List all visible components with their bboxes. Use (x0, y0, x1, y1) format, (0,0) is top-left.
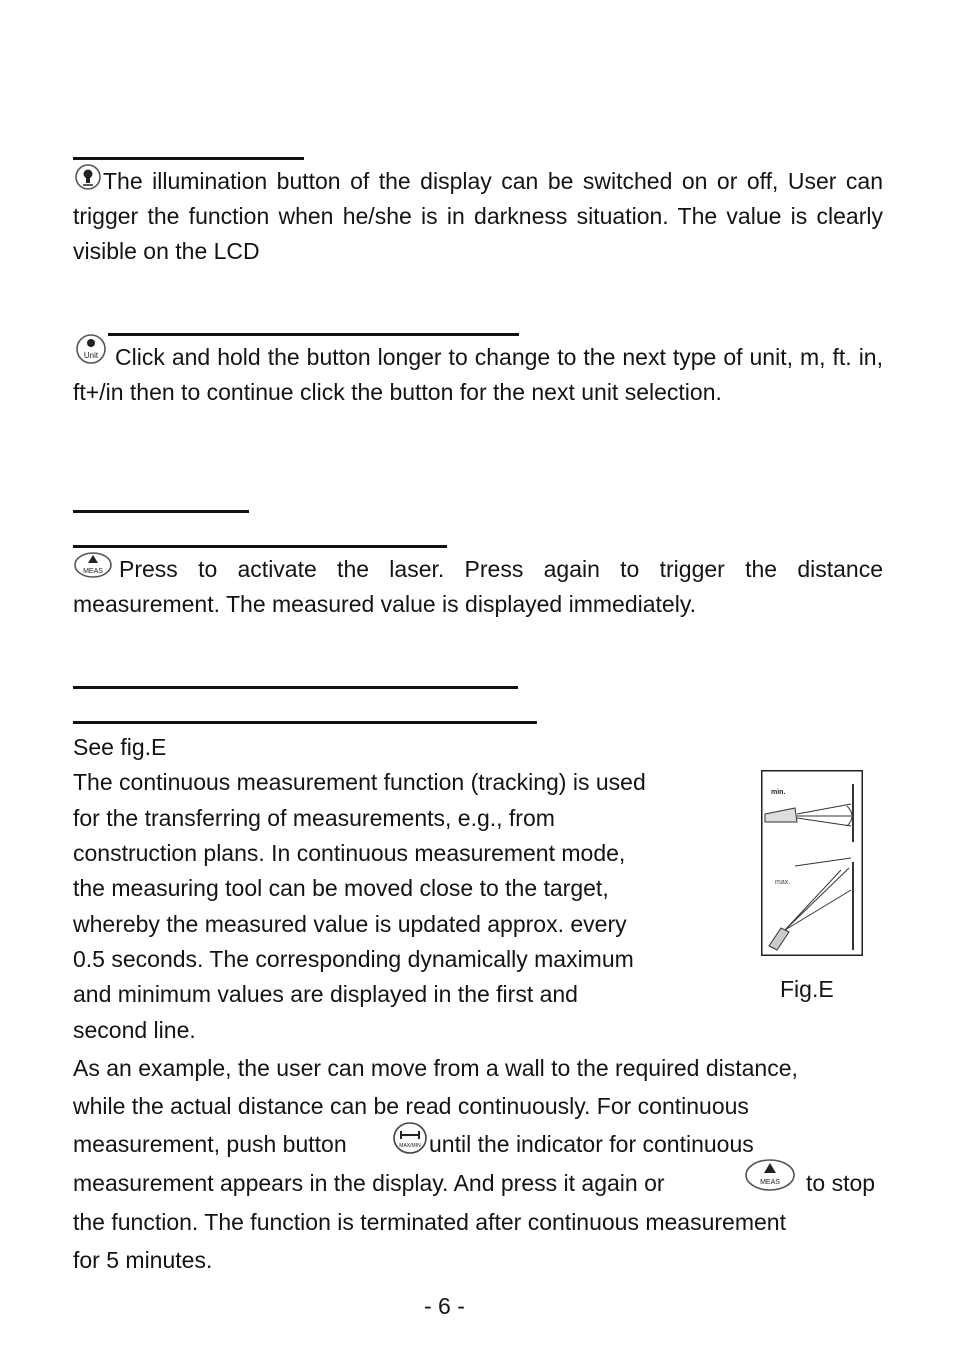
example-line-3a: measurement, push button (73, 1131, 347, 1157)
example-line-5: the function. The function is terminated after continuous measurement (73, 1209, 786, 1235)
meas-description: Press to activate the laser. Press again to trigger the distance measurement. The measured value is displayed immediately. (73, 556, 883, 617)
svg-text:MAX/MIN: MAX/MIN (399, 1143, 421, 1149)
continuous-line-6: 0.5 seconds. The corresponding dynamically maximum (73, 946, 634, 972)
example-line-2: while the actual distance can be read continuously. For continuous (73, 1093, 749, 1119)
continuous-line-3: construction plans. In continuous measurement mode, (73, 840, 626, 866)
continuous-line-1: The continuous measurement function (tracking) is used (73, 769, 646, 795)
example-line-3b: until the indicator for continuous (429, 1131, 754, 1157)
continuous-line-8: second line. (73, 1017, 196, 1043)
continuous-line-7: and minimum values are displayed in the first and (73, 981, 578, 1007)
section-heading-rule-unit (108, 333, 519, 336)
continuous-line-5: whereby the measured value is updated approx. every (73, 911, 627, 937)
figure-caption: Fig.E (780, 976, 834, 1002)
svg-text:Unit: Unit (83, 351, 99, 360)
section-heading-rule-measure-b (73, 545, 447, 548)
max-label: max. (775, 879, 791, 886)
max-min-button-icon (392, 1121, 428, 1155)
example-line-4b: to stop (806, 1170, 876, 1196)
example-line-1: As an example, the user can move from a wall to the required distance, (73, 1055, 798, 1081)
section-heading-rule-measure-a (73, 510, 249, 513)
section-heading-rule-illumination (73, 157, 304, 160)
svg-text:MEAS: MEAS (83, 568, 103, 575)
example-line-6: for 5 minutes. (73, 1247, 213, 1273)
see-figure-text: See fig.E (73, 734, 167, 760)
section-heading-rule-continuous-a (73, 686, 518, 689)
meas-button-icon-inline (744, 1158, 796, 1192)
continuous-line-2: for the transferring of measurements, e.g., from (73, 805, 555, 831)
continuous-line-4: the measuring tool can be moved close to the target, (73, 875, 609, 901)
svg-text:MEAS: MEAS (760, 1179, 780, 1186)
figure-e-illustration (761, 770, 863, 956)
min-label: min. (771, 789, 786, 796)
example-line-4a: measurement appears in the display. And press it again or (73, 1170, 665, 1196)
illumination-description: The illumination button of the display can be switched on or off, User can trigger the function when he/she is in darkness situation. The value is clearly visible on the LCD (73, 168, 883, 264)
page-number: - 6 - (424, 1293, 465, 1319)
unit-description: Click and hold the button longer to change to the next type of unit, m, ft. in, ft+/in then to continue click the button for the next unit selection. (73, 344, 883, 405)
section-heading-rule-continuous-b (73, 721, 537, 724)
